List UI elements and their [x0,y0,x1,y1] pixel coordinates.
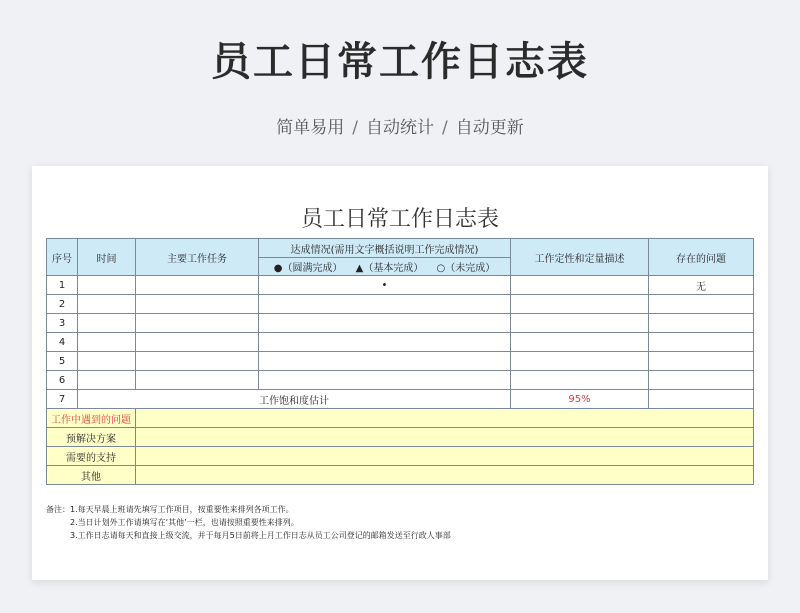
cell-status[interactable] [259,352,511,371]
header-seq: 序号 [47,239,78,276]
cell-task[interactable] [136,295,259,314]
legend-incomplete: ○（未完成） [436,263,496,274]
subtitle-separator: / [442,118,448,138]
notes-label: 备注： [46,505,70,514]
sheet-title: 员工日常工作日志表 [300,207,499,232]
solution-field[interactable] [136,428,754,447]
extra-row-other [47,466,754,485]
cell-time[interactable] [78,333,136,352]
cell-status[interactable] [259,371,511,390]
cell-task[interactable] [136,276,259,295]
cell-issue[interactable] [649,390,754,409]
cell-seq[interactable]: 6 [47,371,78,390]
cell-task[interactable] [136,352,259,371]
cell-issue[interactable] [649,352,754,371]
cell-desc[interactable] [511,314,649,333]
saturation-row [47,390,754,409]
page-subtitle [0,113,800,138]
table-row [47,333,754,352]
subtitle-item: 自动更新 [455,118,524,138]
cell-task[interactable] [136,314,259,333]
cell-time[interactable] [78,352,136,371]
support-field[interactable] [136,447,754,466]
legend-full: ●（圆满完成） [273,263,343,274]
spreadsheet-preview [32,166,768,580]
cell-time[interactable] [78,276,136,295]
work-log-table [46,238,754,485]
cell-issue[interactable] [649,371,754,390]
cell-status[interactable] [259,295,511,314]
saturation-value[interactable]: 95% [511,390,649,409]
other-label: 其他 [47,466,136,485]
table-row [47,352,754,371]
note-item: 3.工作日志请每天和直接上级交流，并于每月5日前将上月工作日志从员工公司登记的邮箱发送至行政人事部 [70,531,451,540]
problems-label: 工作中遇到的问题 [47,409,136,428]
extra-row-solution [47,428,754,447]
table-row [47,276,754,295]
cell-desc[interactable] [511,276,649,295]
cell-seq[interactable]: 4 [47,333,78,352]
cell-status[interactable] [259,333,511,352]
support-label: 需要的支持 [47,447,136,466]
cell-issue[interactable]: 无 [649,276,754,295]
cell-desc[interactable] [511,333,649,352]
cell-task[interactable] [136,333,259,352]
table-row [47,371,754,390]
header-task: 主要工作任务 [136,239,259,276]
saturation-label: 工作饱和度估计 [78,390,511,409]
cell-seq[interactable]: 5 [47,352,78,371]
cell-time[interactable] [78,371,136,390]
notes [46,503,451,542]
header-time: 时间 [78,239,136,276]
extra-row-support [47,447,754,466]
note-item: 2.当日计划外工作请填写在‘其他’一栏，也请按照重要性来排列。 [70,518,299,527]
subtitle-item: 简单易用 [276,118,345,138]
cell-issue[interactable] [649,295,754,314]
subtitle-item: 自动统计 [366,118,434,138]
header-desc: 工作定性和定量描述 [511,239,649,276]
cell-seq[interactable]: 1 [47,276,78,295]
other-field[interactable] [136,466,754,485]
solution-label: 预解决方案 [47,428,136,447]
cell-issue[interactable] [649,333,754,352]
table-row [47,295,754,314]
cell-status[interactable] [259,314,511,333]
cell-time[interactable] [78,295,136,314]
status-legend [259,258,511,276]
note-item: 1.每天早晨上班请先填写工作项目，按重要性来排列各项工作。 [70,505,294,514]
cell-time[interactable] [78,314,136,333]
problems-field[interactable] [136,409,754,428]
cell-seq[interactable]: 7 [47,390,78,409]
header-issue: 存在的问题 [649,239,754,276]
cell-seq[interactable]: 2 [47,295,78,314]
cell-seq[interactable]: 3 [47,314,78,333]
cell-desc[interactable] [511,295,649,314]
header-status: 达成情况(需用文字概括说明工作完成情况) [259,239,511,258]
page-title: 员工日常工作日志表 [211,39,589,85]
cell-desc[interactable] [511,371,649,390]
legend-basic: ▲（基本完成） [355,263,424,274]
cell-issue[interactable] [649,314,754,333]
cell-status[interactable]: • [259,276,511,295]
subtitle-separator: / [352,118,358,138]
extra-row-problems [47,409,754,428]
table-row [47,314,754,333]
cell-desc[interactable] [511,352,649,371]
cell-task[interactable] [136,371,259,390]
